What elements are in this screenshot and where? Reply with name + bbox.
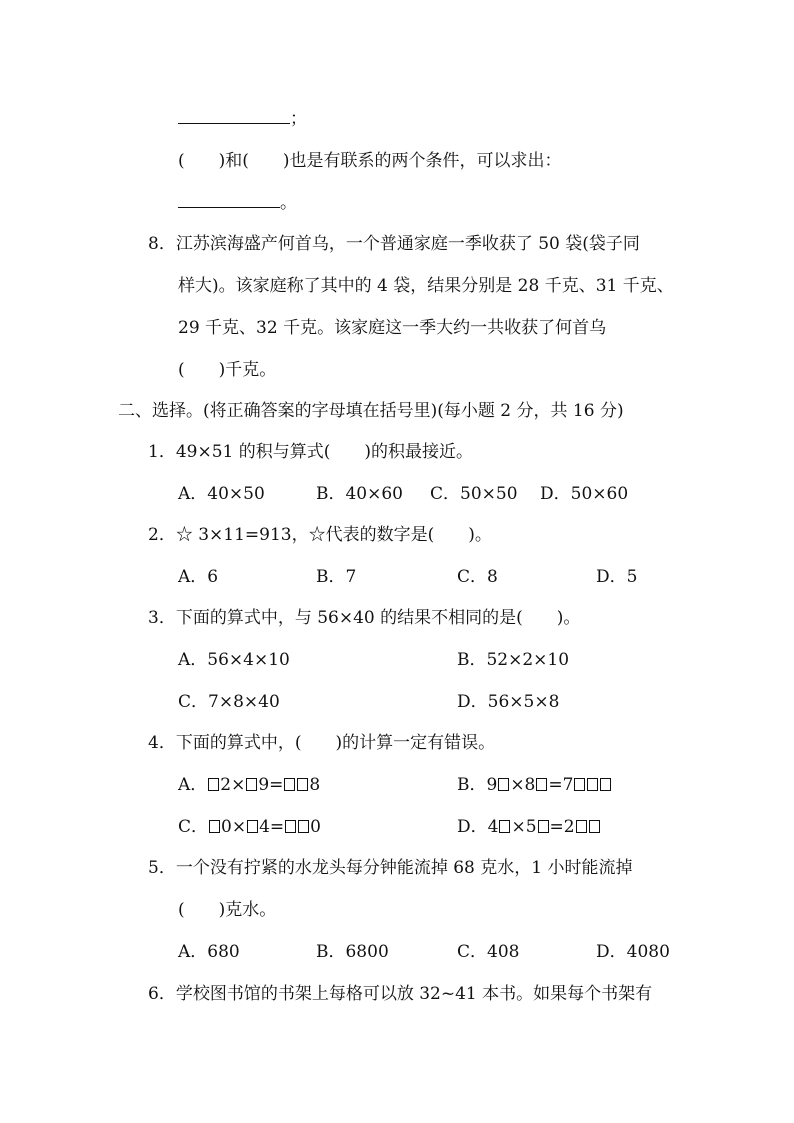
q8-line-2: 样大)。该家庭称了其中的 4 袋，结果分别是 28 千克、31 千克、: [178, 276, 674, 296]
choice-q5-line-2: ( )克水。: [178, 900, 277, 920]
choice-q1-option-b: B．40×60: [316, 484, 404, 504]
choice-q1-option-d: D．50×60: [540, 484, 629, 504]
choice-q4-stem: 4．下面的算式中，( )的计算一定有错误。: [148, 733, 496, 753]
answer-line-1: ；: [178, 108, 307, 130]
answer-blank: [178, 109, 290, 124]
answer-blank: [178, 193, 280, 208]
section-heading: 二、选择。(将正确答案的字母填在括号里)(每小题 2 分，共 16 分): [118, 401, 624, 421]
choice-q3-stem: 3．下面的算式中，与 56×40 的结果不相同的是( )。: [148, 608, 581, 628]
choice-q4-option-d: D．4 ×5 =2: [457, 816, 601, 838]
blank-box: [589, 820, 600, 833]
blank-box: [574, 778, 585, 791]
choice-q1-option-a: A．40×50: [178, 484, 265, 504]
blank-box: [285, 820, 296, 833]
choice-q1-option-c: C．50×50: [430, 484, 518, 504]
blank-box: [538, 820, 549, 833]
blank-box: [297, 778, 308, 791]
choice-q5-option-d: D．4080: [596, 942, 670, 962]
choice-q3-option-c: C．7×8×40: [178, 692, 280, 712]
choice-q2-option-d: D．5: [596, 567, 638, 587]
choice-q2-option-c: C．8: [457, 567, 498, 587]
q8-line-4: ( )千克。: [178, 360, 277, 380]
choice-q4-option-a: A． 2× 9= 8: [178, 775, 321, 795]
blank-box: [298, 820, 309, 833]
blank-box: [246, 778, 257, 791]
answer-line-2: 。: [178, 192, 297, 214]
blank-box: [499, 820, 510, 833]
choice-q3-option-a: A．56×4×10: [178, 650, 290, 670]
blank-box: [536, 778, 547, 791]
blank-box: [247, 820, 258, 833]
choice-q5-option-a: A．680: [178, 942, 240, 962]
blank-box: [576, 820, 587, 833]
choice-q2-stem: 2．☆ 3×11=913，☆代表的数字是( )。: [148, 525, 492, 545]
condition-line: ( )和( )也是有联系的两个条件，可以求出：: [178, 151, 562, 171]
choice-q3-option-b: B．52×2×10: [457, 650, 570, 670]
choice-q4-option-b: B．9 ×8 =7: [457, 774, 612, 796]
blank-box: [498, 778, 509, 791]
choice-q1-stem: 1．49×51 的积与算式( )的积最接近。: [148, 442, 473, 462]
q8-line-1: 8．江苏滨海盛产何首乌，一个普通家庭一季收获了 50 袋(袋子同: [148, 234, 640, 254]
choice-q6-line-1: 6．学校图书馆的书架上每格可以放 32~41 本书。如果每个书架有: [148, 984, 653, 1004]
choice-q5-option-b: B．6800: [316, 942, 389, 962]
blank-box: [209, 820, 220, 833]
choice-q2-option-b: B．7: [316, 567, 357, 587]
q8-line-3: 29 千克、32 千克。该家庭这一季大约一共收获了何首乌: [178, 318, 607, 338]
blank-box: [284, 778, 295, 791]
choice-q5-option-c: C．408: [457, 942, 520, 962]
blank-box: [208, 778, 219, 791]
choice-q5-line-1: 5．一个没有拧紧的水龙头每分钟能流掉 68 克水，1 小时能流掉: [148, 858, 633, 878]
blank-box: [587, 778, 598, 791]
choice-q4-option-c: C． 0× 4= 0: [178, 817, 321, 837]
choice-q2-option-a: A．6: [178, 567, 219, 587]
choice-q3-option-d: D．56×5×8: [457, 692, 560, 712]
blank-box: [600, 778, 611, 791]
